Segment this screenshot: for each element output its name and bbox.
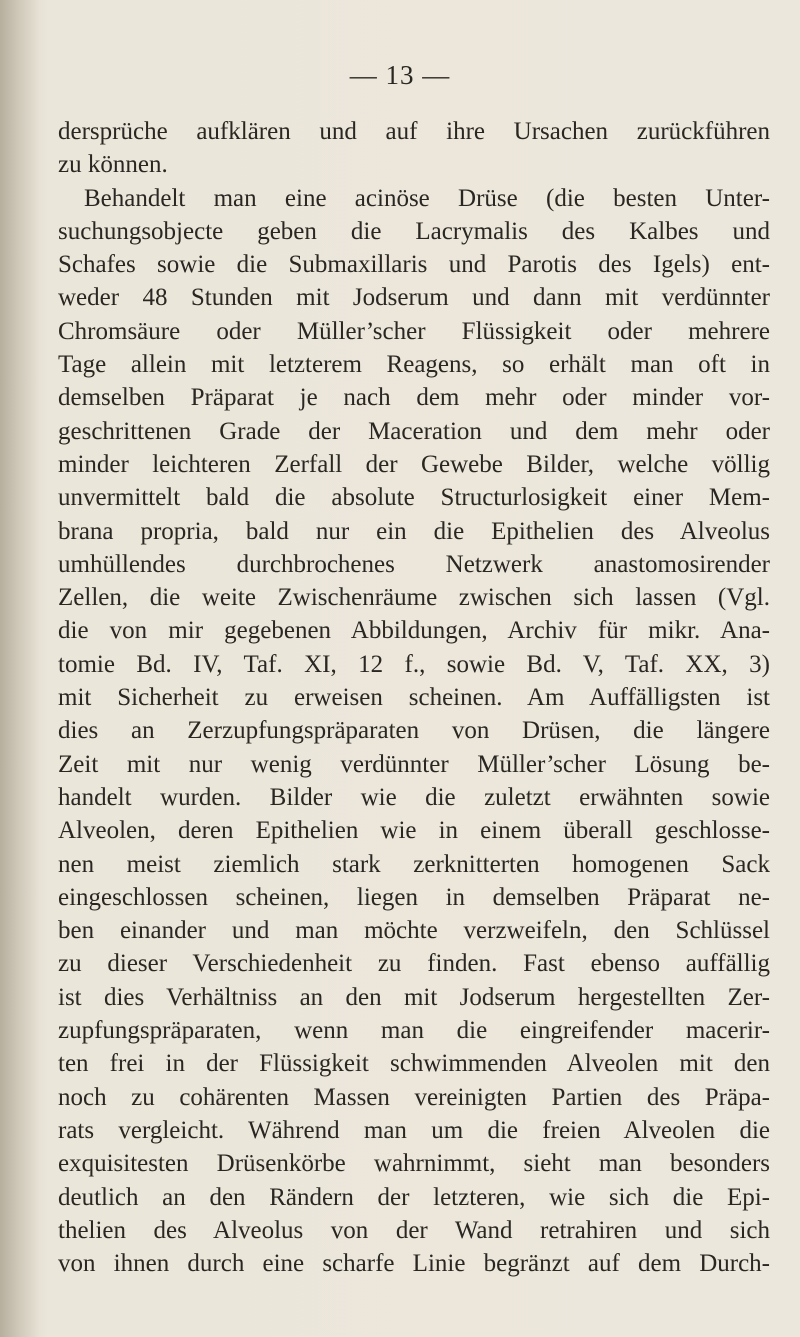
text-line: handelt wurden. Bilder wie die zuletzt erwähnten sowie [58, 783, 770, 811]
binding-gutter-shadow [0, 0, 40, 1337]
text-line: eingeschlossen scheinen, liegen in demselben Präparat ne- [58, 883, 770, 911]
text-line: zu dieser Verschiedenheit zu finden. Fast ebenso auffällig [58, 950, 770, 978]
text-line: dies an Zerzupfungspräparaten von Drüsen, die längere [58, 717, 770, 745]
text-line: nen meist ziemlich stark zerknitterten homogenen Sack [58, 850, 770, 878]
text-line: weder 48 Stunden mit Jodserum und dann mit verdünnter [58, 284, 770, 312]
text-line: Tage allein mit letzterem Reagens, so erhält man oft in [58, 351, 770, 379]
text-line: Behandelt man eine acinöse Drüse (die besten Unter- [84, 184, 770, 212]
text-line: dersprüche aufklären und auf ihre Ursachen zurückführen [58, 118, 770, 145]
text-line: zupfungspräparaten, wenn man die eingreifender macerir- [58, 1017, 770, 1045]
text-line: Zellen, die weite Zwischenräume zwischen sich lassen (Vgl. [58, 584, 770, 612]
text-line: tomie Bd. IV, Taf. XI, 12 f., sowie Bd. V, Taf. XX, 3) [58, 650, 770, 678]
text-line: suchungsobjecte geben die Lacrymalis des Kalbes und [58, 217, 770, 245]
text-line: von ihnen durch eine scharfe Linie begränzt auf dem Durch- [58, 1250, 770, 1278]
text-line: rats vergleicht. Während man um die freien Alveolen die [58, 1116, 770, 1144]
text-line: Alveolen, deren Epithelien wie in einem überall geschlosse- [58, 817, 770, 845]
text-line: Schafes sowie die Submaxillaris und Parotis des Igels) ent- [58, 251, 770, 279]
text-line: zu können. [58, 151, 168, 179]
text-line: exquisitesten Drüsenkörbe wahrnimmt, sieht man besonders [58, 1150, 770, 1178]
text-line: brana propria, bald nur ein die Epithelien des Alveolus [58, 517, 770, 545]
text-line: die von mir gegebenen Abbildungen, Archiv für mikr. Ana- [58, 617, 770, 645]
text-line: deutlich an den Rändern der letzteren, wie sich die Epi- [58, 1183, 770, 1211]
text-line: unvermittelt bald die absolute Structurlosigkeit einer Mem- [58, 484, 770, 512]
page-number: — 13 — [349, 60, 451, 90]
text-line: minder leichteren Zerfall der Gewebe Bilder, welche völlig [58, 450, 770, 478]
text-line: noch zu cohärenten Massen vereinigten Partien des Präpa- [58, 1083, 770, 1111]
body-text [58, 115, 770, 1280]
text-line: geschrittenen Grade der Maceration und dem mehr oder [58, 417, 770, 445]
text-line: demselben Präparat je nach dem mehr oder minder vor- [58, 384, 770, 412]
text-line: mit Sicherheit zu erweisen scheinen. Am Auffälligsten ist [58, 684, 770, 712]
text-line: Zeit mit nur wenig verdünnter Müller’scher Lösung be- [58, 750, 770, 778]
text-line: Chromsäure oder Müller’scher Flüssigkeit oder mehrere [58, 317, 770, 345]
text-line: ist dies Verhältniss an den mit Jodserum hergestellten Zer- [58, 983, 770, 1011]
text-line: ten frei in der Flüssigkeit schwimmenden Alveolen mit den [58, 1050, 770, 1078]
text-line: thelien des Alveolus von der Wand retrahiren und sich [58, 1216, 770, 1244]
text-line: ben einander und man möchte verzweifeln, den Schlüssel [58, 917, 770, 945]
text-line: umhüllendes durchbrochenes Netzwerk anastomosirender [58, 550, 770, 578]
